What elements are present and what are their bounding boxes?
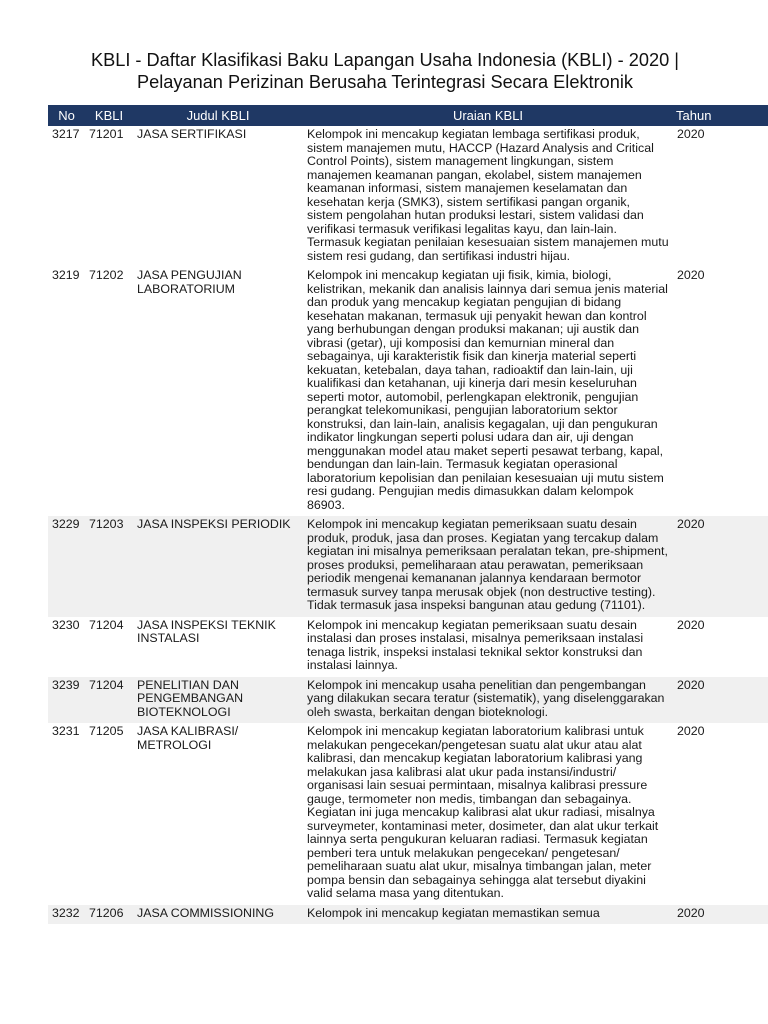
cell-uraian: Kelompok ini mencakup kegiatan uji fisik, kimia, biologi, kelistrikan, mekanik dan analisis lainnya dari semua jenis material dan produk yang mencakup kegiatan pengujian di bidang kesehatan makanan, termasuk uji penyakit hewan dan kontrol yang berhubungan dengan produksi makanan; uji austik dan vibrasi (getar), uji komposisi dan kemurnian mineral dan sebagainya, uji karakteristik fisik dan kinerja material seperti kekuatan, ketebalan, daya tahan, radioaktif dan lain-lain, uji kualifikasi dan ketahanan, uji kinerja dari mesin keseluruhan seperti motor, automobil, perlengkapan elektronik, pengujian perangkat telekomunikasi, pengujian laboratorium sektor konstruksi, dan lain-lain, analisis kegagalan, uji dan pengukuran indikator lingkungan seperti polusi udara dan air, uji dengan menggunakan model atau maket seperti pesawat terbang, kapal, bendungan dan lain-lain. Termasuk kegiatan operasional laboratorium kepolisian dan penilaian kesesuaian uji mutu sistem resi gudang. Pengujian medis dimasukkan dalam kelompok 86903. <box>303 267 673 516</box>
table-row <box>48 677 768 724</box>
kbli-table <box>48 105 768 924</box>
cell-no: 3219 <box>48 267 85 516</box>
cell-kbli: 71202 <box>85 267 133 516</box>
cell-kbli: 71205 <box>85 723 133 905</box>
cell-uraian: Kelompok ini mencakup kegiatan pemeriksaan suatu desain instalasi dan proses instalasi, misalnya pemeriksaan instalasi tenaga listrik, inspeksi instalasi teknikal sektor konstruksi dan instalasi lainnya. <box>303 617 673 677</box>
page-title <box>40 49 730 93</box>
table-row <box>48 905 768 925</box>
header-tahun: Tahun <box>673 105 768 126</box>
cell-tahun: 2020 <box>673 617 768 677</box>
title-line-2: Pelayanan Perizinan Berusaha Terintegrasi Secara Elektronik <box>136 72 634 92</box>
cell-judul: JASA PENGUJIAN LABORATORIUM <box>133 267 303 516</box>
table-row <box>48 617 768 677</box>
table-row <box>48 267 768 516</box>
header-uraian: Uraian KBLI <box>303 105 673 126</box>
table-row <box>48 723 768 905</box>
cell-no: 3239 <box>48 677 85 724</box>
cell-uraian: Kelompok ini mencakup kegiatan pemeriksaan suatu desain produk, produk, jasa dan proses. Kegiatan yang tercakup dalam kegiatan ini misalnya pemeriksaan peralatan tekan, pre-shipment, proses produksi, pemeliharaan atau perawatan, pemeriksaan periodik mengenai kemananan jalannya kendaraan bermotor termasuk survey tanpa merusak objek (non destructive testing). Tidak termasuk jasa inspeksi bangunan atau gedung (71101). <box>303 516 673 617</box>
cell-uraian: Kelompok ini mencakup kegiatan lembaga sertifikasi produk, sistem manajemen mutu, HACCP (Hazard Analysis and Critical Control Points), sistem management lingkungan, sistem manajemen keamanan pangan, ekolabel, sistem manajemen keamanan informasi, sistem manajemen keselamatan dan kesehatan kerja (SMK3), sistem sertifikasi pangan organik, sistem pengolahan hutan produksi lestari, sistem validasi dan verifikasi termasuk verifikasi legalitas kayu, dan lain-lain. Termasuk kegiatan penilaian kesesuaian sistem manajemen mutu sistem resi gudang, dan sertifikasi industri hijau. <box>303 126 673 267</box>
cell-kbli: 71206 <box>85 905 133 925</box>
cell-uraian: Kelompok ini mencakup kegiatan memastikan semua <box>303 905 673 925</box>
cell-uraian: Kelompok ini mencakup usaha penelitian dan pengembangan yang dilakukan secara teratur (sistematik), yang diselenggarakan oleh swasta, berkaitan dengan bioteknologi. <box>303 677 673 724</box>
cell-judul: JASA SERTIFIKASI <box>133 126 303 267</box>
table-row <box>48 516 768 617</box>
cell-tahun: 2020 <box>673 126 768 267</box>
cell-judul: JASA KALIBRASI/ METROLOGI <box>133 723 303 905</box>
cell-no: 3232 <box>48 905 85 925</box>
header-judul: Judul KBLI <box>133 105 303 126</box>
cell-judul: PENELITIAN DAN PENGEMBANGAN BIOTEKNOLOGI <box>133 677 303 724</box>
cell-tahun: 2020 <box>673 905 768 925</box>
cell-judul: JASA COMMISSIONING <box>133 905 303 925</box>
cell-tahun: 2020 <box>673 723 768 905</box>
cell-judul: JASA INSPEKSI TEKNIK INSTALASI <box>133 617 303 677</box>
cell-tahun: 2020 <box>673 516 768 617</box>
cell-no: 3229 <box>48 516 85 617</box>
header-kbli: KBLI <box>85 105 133 126</box>
cell-kbli: 71204 <box>85 617 133 677</box>
table-row <box>48 126 768 267</box>
cell-kbli: 71203 <box>85 516 133 617</box>
cell-tahun: 2020 <box>673 677 768 724</box>
cell-tahun: 2020 <box>673 267 768 516</box>
title-line-1: KBLI - Daftar Klasifikasi Baku Lapangan Usaha Indonesia (KBLI) - 2020 | <box>90 50 680 70</box>
cell-no: 3231 <box>48 723 85 905</box>
cell-kbli: 71201 <box>85 126 133 267</box>
cell-no: 3217 <box>48 126 85 267</box>
cell-uraian: Kelompok ini mencakup kegiatan laboratorium kalibrasi untuk melakukan pengecekan/pengetesan suatu alat ukur atau alat kalibrasi, dan mencakup kegiatan laboratorium kalibrasi yang melakukan jasa kalibrasi alat ukur pada instansi/industri/ organisasi lain sesuai permintaan, misalnya kalibrasi pressure gauge, termometer non medis, timbangan dan sebagainya. Kegiatan ini juga mencakup kalibrasi alat ukur radiasi, misalnya surveymeter, kontaminasi meter, dosimeter, dan alat ukur terkait lainnya serta pengukuran keluaran radiasi. Termasuk kegiatan pemberi tera untuk melakukan pengecekan/ pengetesan/ pemeliharaan suatu alat ukur, misalnya timbangan jalan, meter pompa bensin dan sebagainya sehingga alat tersebut diyakini valid selama masa yang ditentukan. <box>303 723 673 905</box>
table-header-row <box>48 105 768 126</box>
cell-judul: JASA INSPEKSI PERIODIK <box>133 516 303 617</box>
header-no: No <box>48 105 85 126</box>
cell-kbli: 71204 <box>85 677 133 724</box>
cell-no: 3230 <box>48 617 85 677</box>
